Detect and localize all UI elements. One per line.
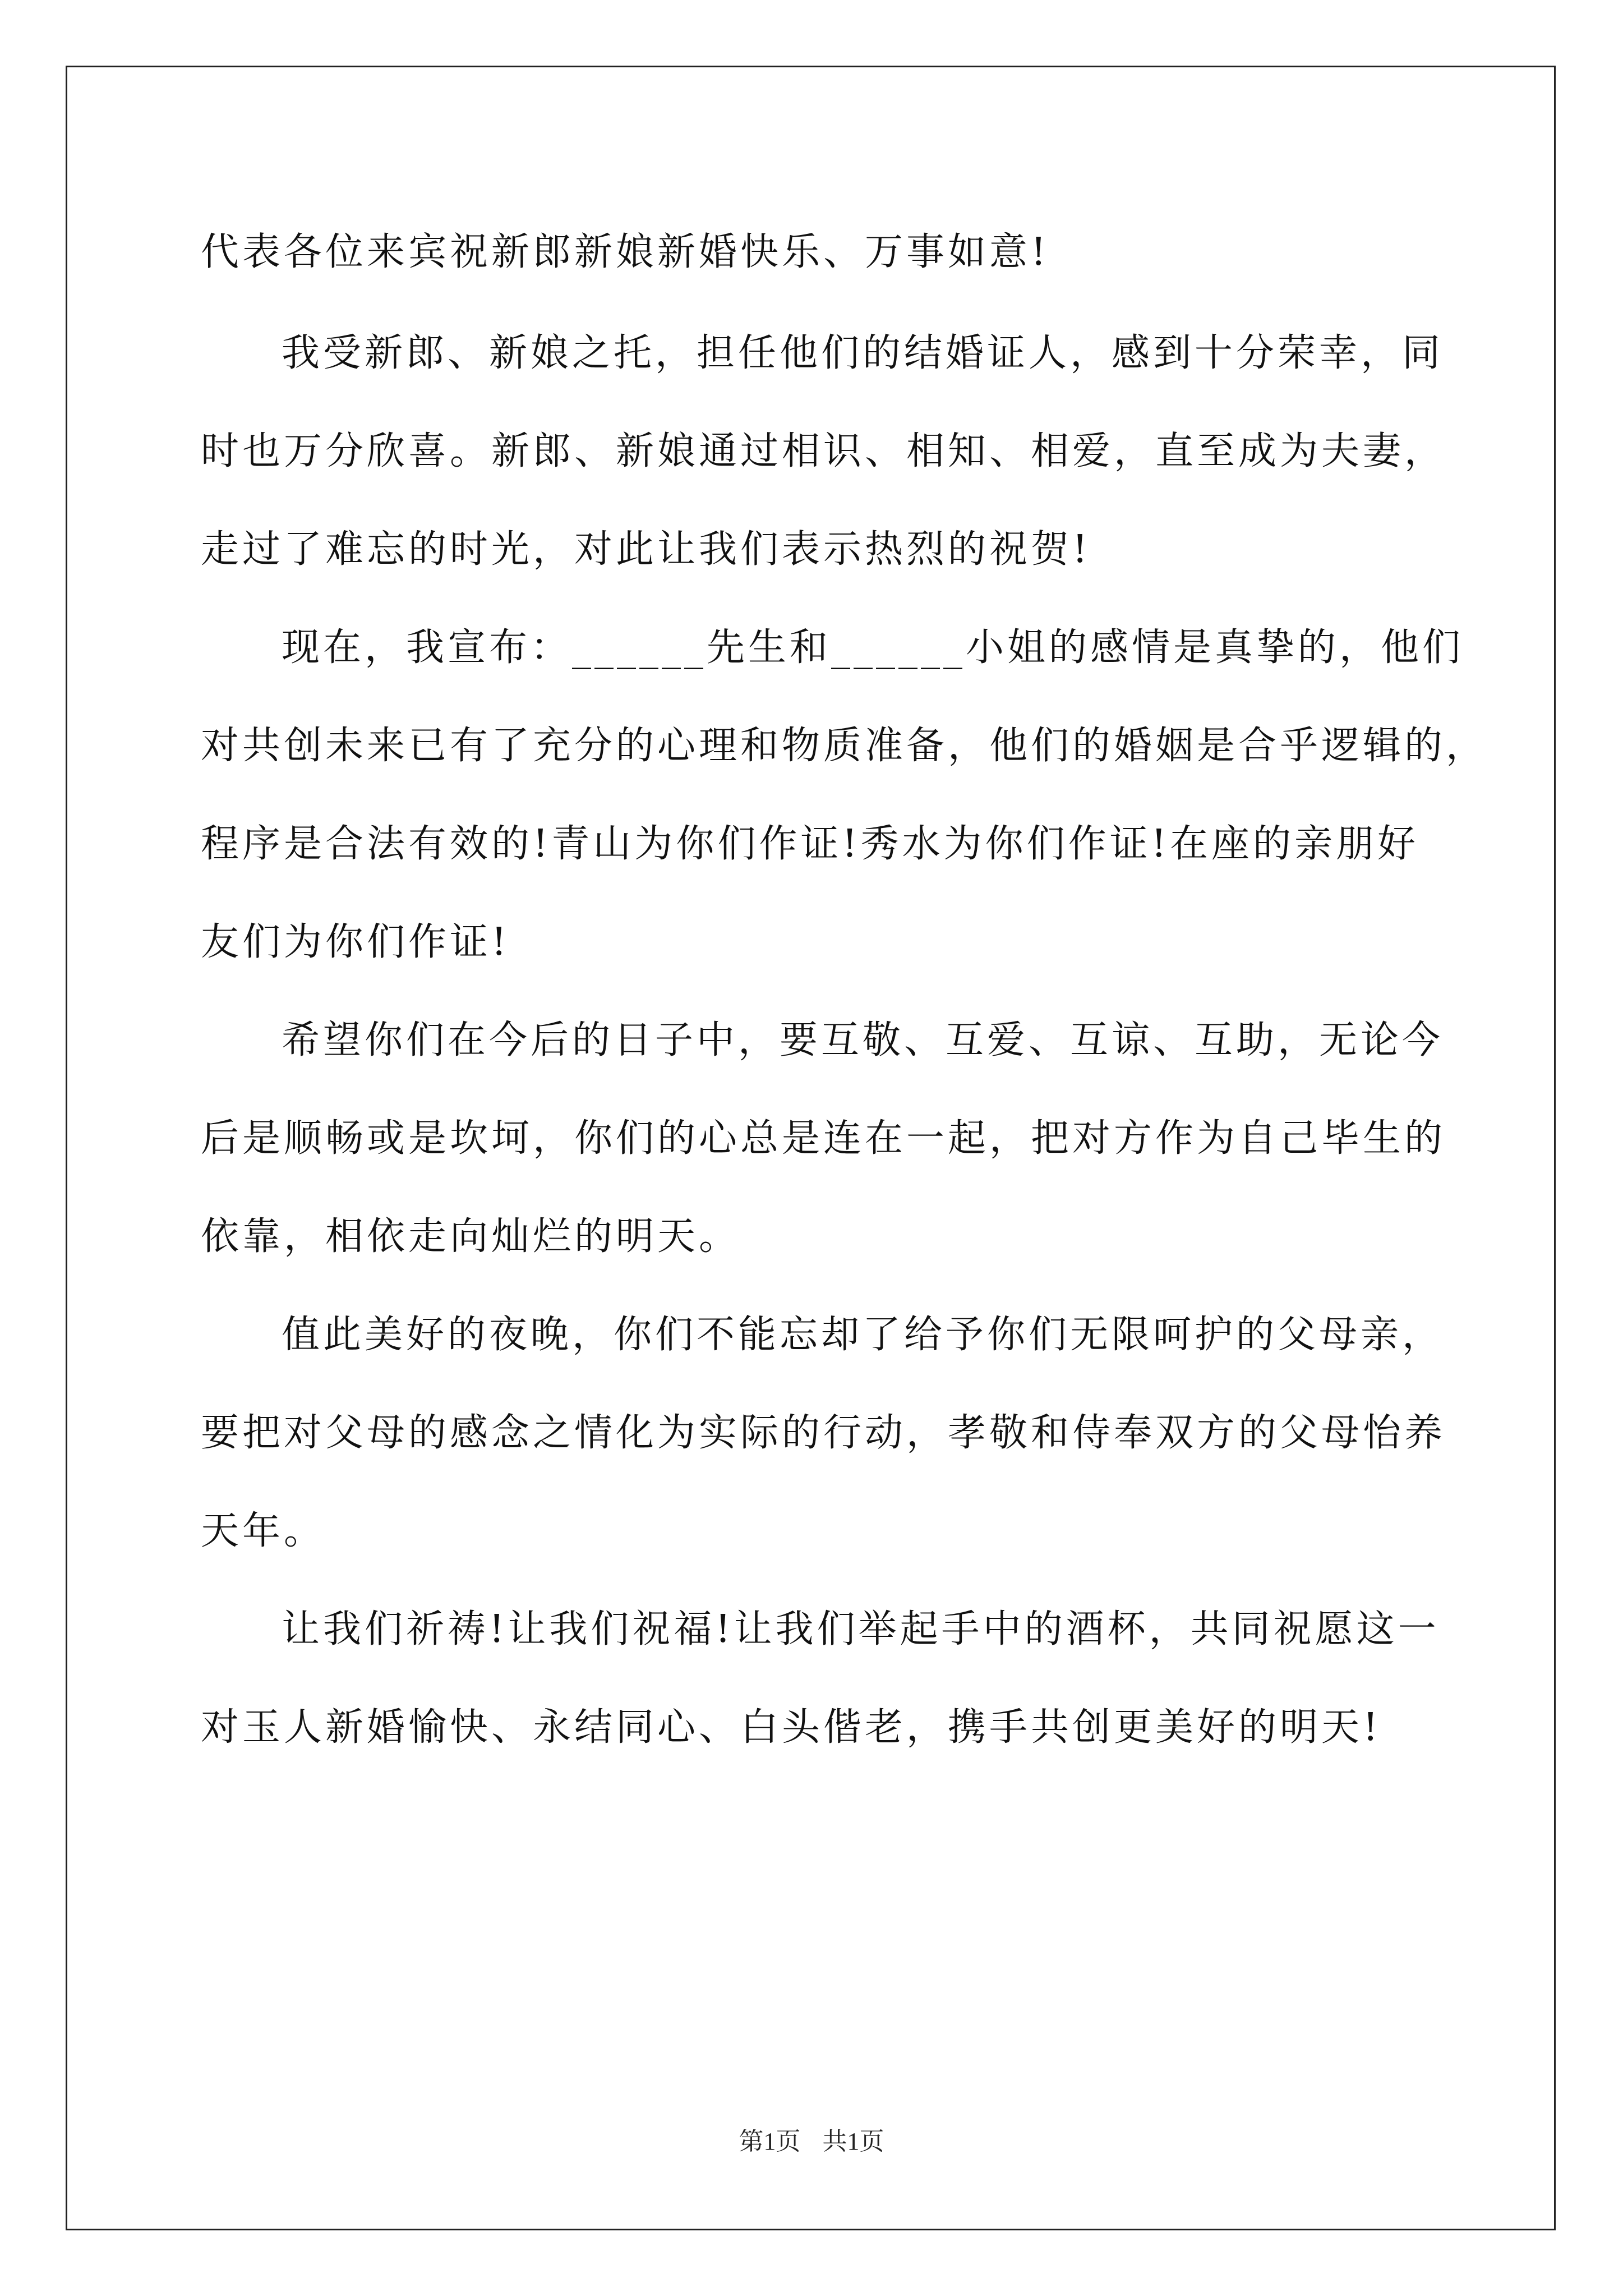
paragraph-line: 让我们祈祷!让我们祝福!让我们举起手中的酒杯，共同祝愿这一 xyxy=(282,1607,1440,1651)
paragraph-line: 我受新郎、新娘之托，担任他们的结婚证人，感到十分荣幸，同 xyxy=(282,331,1444,375)
text-line: 后是顺畅或是坎坷，你们的心总是连在一起，把对方作为自己毕生的 xyxy=(201,1116,1446,1161)
text-line: 程序是合法有效的!青山为你们作证!秀水为你们作证!在座的亲朋好 xyxy=(201,822,1419,866)
text-line: 走过了难忘的时光，对此让我们表示热烈的祝贺! xyxy=(201,527,1091,572)
text-line: 对玉人新婚愉快、永结同心、白头偕老，携手共创更美好的明天! xyxy=(201,1705,1382,1750)
paragraph-line: 现在，我宣布：______先生和______小姐的感情是真挚的，他们 xyxy=(282,625,1464,670)
paragraph-line: 希望你们在今后的日子中，要互敬、互爱、互谅、互助，无论今 xyxy=(282,1018,1444,1062)
text-line: 天年。 xyxy=(201,1509,326,1553)
current-page-label: 第1页 xyxy=(739,2128,801,2155)
text-line: 友们为你们作证! xyxy=(201,920,510,964)
page-footer xyxy=(0,2125,1623,2159)
text-line: 对共创未来已有了充分的心理和物质准备，他们的婚姻是合乎逻辑的， xyxy=(201,724,1488,768)
text-line: 代表各位来宾祝新郎新娘新婚快乐、万事如意! xyxy=(201,230,1050,274)
text-line: 依靠，相依走向灿烂的明天。 xyxy=(201,1214,741,1259)
text-line: 时也万分欣喜。新郎、新娘通过相识、相知、相爱，直至成为夫妻， xyxy=(201,429,1446,473)
text-line: 要把对父母的感念之情化为实际的行动，孝敬和侍奉双方的父母怡养 xyxy=(201,1411,1446,1455)
paragraph-line: 值此美好的夜晚，你们不能忘却了给予你们无限呵护的父母亲， xyxy=(282,1313,1444,1357)
total-pages-label: 共1页 xyxy=(822,2128,884,2155)
